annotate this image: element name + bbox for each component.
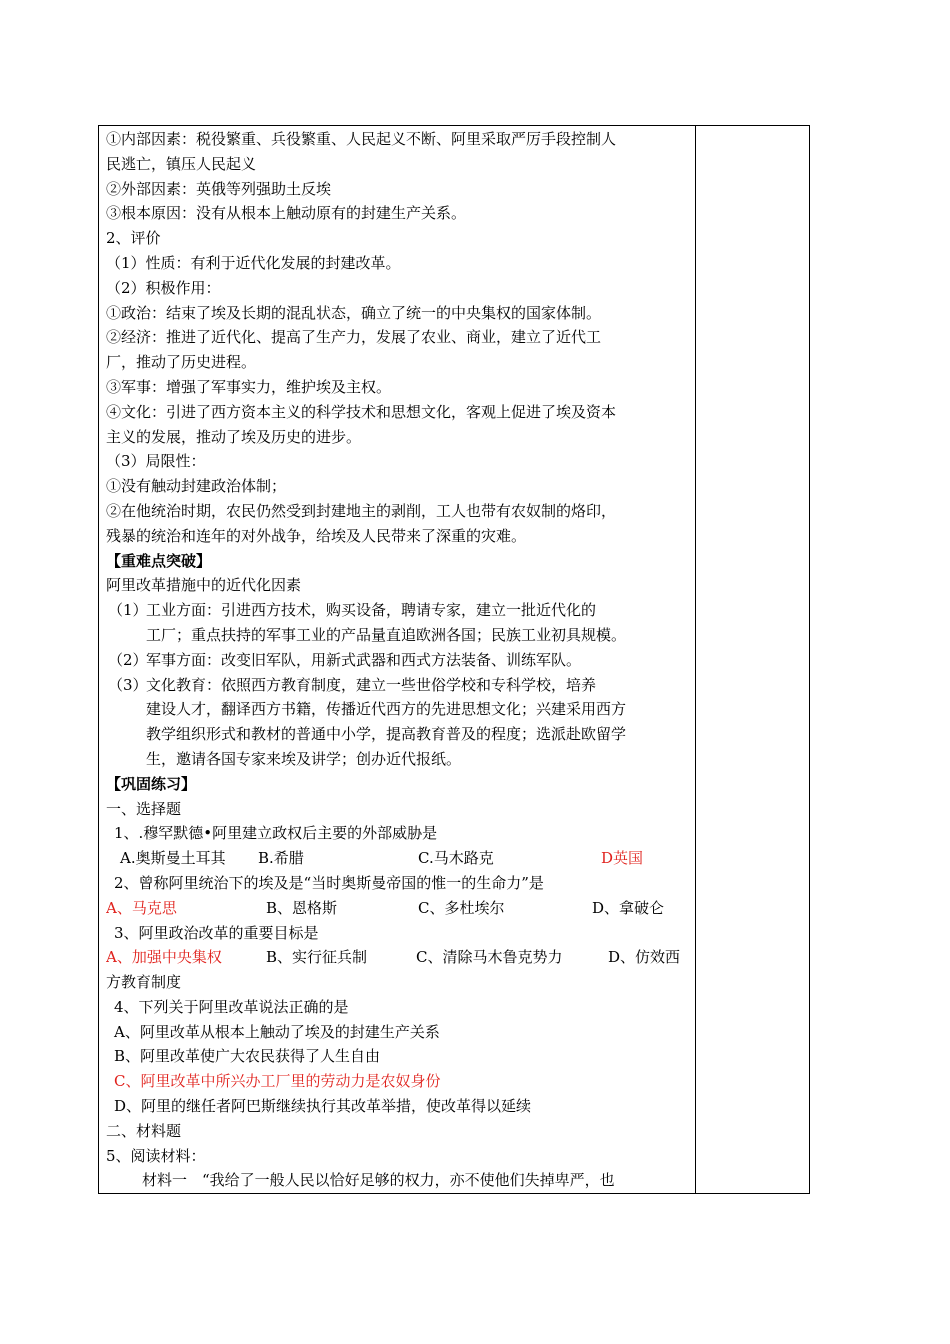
limit-item: ①没有触动封建政治体制；: [106, 477, 287, 496]
positive-heading: （2）积极作用：: [106, 278, 221, 297]
item-text-cont: 生，邀请各国专家来埃及讲学；创办近代报纸。: [146, 749, 462, 768]
positive-economy-cont: 厂，推动了历史进程。: [106, 353, 257, 372]
option-answer: A、马克思: [106, 898, 177, 917]
item-number: （2）: [108, 650, 148, 669]
question-options: [106, 945, 691, 970]
item-text: 文化教育：依照西方教育制度，建立一些世俗学校和专科学校，培养: [146, 675, 597, 694]
evaluation-heading: 2、评价: [106, 229, 161, 248]
option: B、恩格斯: [266, 898, 338, 917]
breakthrough-intro: 阿里改革措施中的近代化因素: [106, 576, 302, 595]
option: B、实行征兵制: [266, 948, 368, 967]
factor-line: 民逃亡，镇压人民起义: [106, 154, 257, 173]
table-cell-content: [106, 127, 691, 1191]
section-material-heading: 二、材料题: [106, 1121, 182, 1140]
option: D、拿破仑: [592, 898, 665, 917]
breakthrough-item: [106, 673, 691, 698]
option: A、阿里改革从根本上触动了埃及的封建生产关系: [114, 1022, 440, 1041]
breakthrough-heading: 【重难点突破】: [106, 551, 212, 570]
factor-line: ③根本原因：没有从根本上触动原有的封建生产关系。: [106, 204, 467, 223]
item-text-cont: 教学组织形式和教材的普通中小学，提高教育普及的程度；选派赴欧留学: [146, 725, 627, 744]
positive-politics: ①政治：结束了埃及长期的混乱状态，确立了统一的中央集权的国家体制。: [106, 303, 602, 322]
option: D、阿里的继任者阿巴斯继续执行其改革举措，使改革得以延续: [114, 1097, 532, 1116]
practice-heading: 【巩固练习】: [106, 774, 197, 793]
item-number: （3）: [108, 675, 148, 694]
positive-military: ③军事：增强了军事实力，维护埃及主权。: [106, 377, 392, 396]
limit-item: ②在他统治时期，农民仍然受到封建地主的剥削，工人也带有农奴制的烙印，: [106, 501, 617, 520]
question-stem: 2、曾称阿里统治下的埃及是“当时奥斯曼帝国的惟一的生命力”是: [114, 873, 544, 892]
positive-culture-cont: 主义的发展，推动了埃及历史的进步。: [106, 427, 362, 446]
option: A.奥斯曼土耳其: [120, 849, 226, 868]
evaluation-nature: （1）性质：有利于近代化发展的封建改革。: [106, 253, 401, 272]
option: C.马木路克: [418, 849, 494, 868]
item-text-cont: 建设人才，翻译西方书籍，传播近代西方的先进思想文化；兴建采用西方: [146, 700, 627, 719]
option: C、多杜埃尔: [418, 898, 505, 917]
option: D、仿效西: [608, 948, 681, 967]
table-column-divider: [695, 125, 696, 1194]
option: B.希腊: [258, 849, 304, 868]
section-choice-heading: 一、选择题: [106, 799, 182, 818]
breakthrough-item: [106, 648, 691, 673]
option-answer: A、加强中央集权: [106, 948, 222, 967]
material-text: 材料一 “我给了一般人民以恰好足够的权力，亦不使他们失掉卑严，也: [142, 1171, 615, 1190]
item-text: 军事方面：改变旧军队，用新式武器和西式方法装备、训练军队。: [146, 650, 582, 669]
positive-culture: ④文化：引进了西方资本主义的科学技术和思想文化，客观上促进了埃及资本: [106, 402, 617, 421]
option-answer: C、阿里改革中所兴办工厂里的劳动力是农奴身份: [114, 1072, 441, 1091]
factor-line: ①内部因素：税役繁重、兵役繁重、人民起义不断、阿里采取严厉手段控制人: [106, 130, 617, 148]
item-number: （1）: [108, 601, 148, 620]
item-text: 工业方面：引进西方技术，购买设备，聘请专家，建立一批近代化的: [146, 601, 597, 620]
limit-item-cont: 残暴的统治和连年的对外战争，给埃及人民带来了深重的灾难。: [106, 526, 527, 545]
positive-economy: ②经济：推进了近代化、提高了生产力，发展了农业、商业，建立了近代工: [106, 328, 602, 347]
option-answer: D英国: [601, 849, 644, 868]
question-stem: 4、下列关于阿里改革说法正确的是: [114, 997, 349, 1016]
item-text-cont: 工厂；重点扶持的军事工业的产品量直追欧洲各国；民族工业初具规模。: [146, 625, 627, 644]
question-options: [106, 846, 691, 871]
question-stem: 1、.穆罕默德•阿里建立政权后主要的外部威胁是: [114, 824, 438, 843]
option: B、阿里改革使广大农民获得了人生自由: [114, 1047, 381, 1066]
question-stem: 5、阅读材料：: [106, 1146, 206, 1165]
limits-heading: （3）局限性：: [106, 452, 206, 471]
question-options: [106, 896, 691, 921]
question-stem: 3、阿里政治改革的重要目标是: [114, 923, 319, 942]
question-options-cont: 方教育制度: [106, 973, 182, 992]
factor-line: ②外部因素：英俄等列强助土反埃: [106, 179, 332, 198]
breakthrough-item: [106, 598, 691, 623]
option: C、清除马木鲁克势力: [416, 948, 563, 967]
